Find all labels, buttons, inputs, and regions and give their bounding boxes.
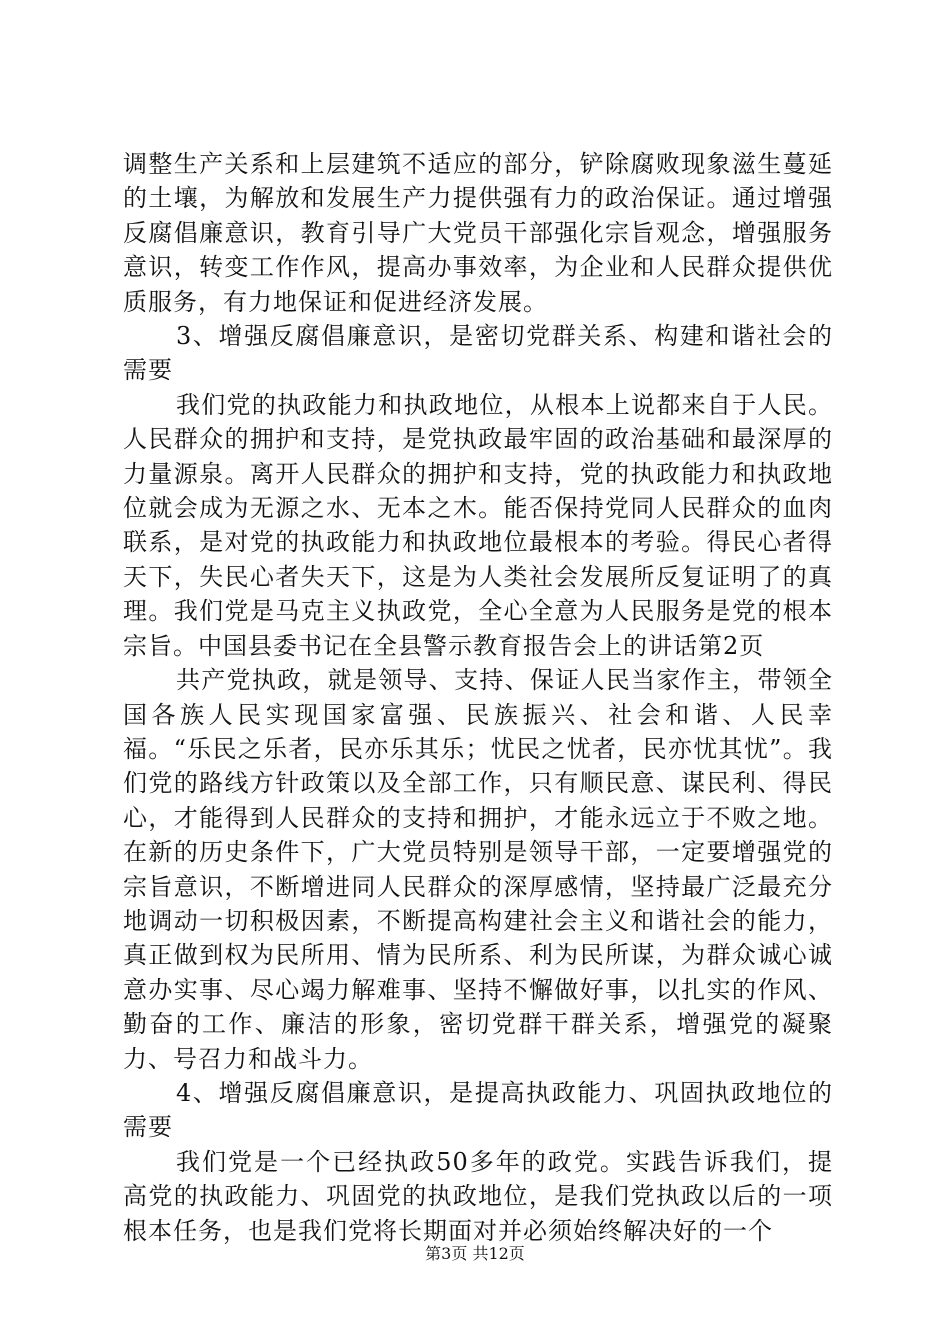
body-paragraph: 我们党的执政能力和执政地位，从根本上说都来自于人民。人民群众的拥护和支持，是党执政最牢固的政治基础和最深厚的力量源泉。离开人民群众的拥护和支持，党的执政能力和执政地位就会成为无源之水、无本之木。能否保持党同人民群众的血肉联系，是对党的执政能力和执政地位最根本的考验。得民心者得天下，失民心者失天下，这是为人类社会发展所反复证明了的真理。我们党是马克主义执政党，全心全意为人民服务是党的根本宗旨。中国县委书记在全县警示教育报告会上的讲话第2页 [123,390,833,660]
body-paragraph: 我们党是一个已经执政50多年的政党。实践告诉我们，提高党的执政能力、巩固党的执政地位，是我们党执政以后的一项根本任务，也是我们党将长期面对并必须始终解决好的一个 [123,1147,833,1245]
section-heading: 4、增强反腐倡廉意识，是提高执政能力、巩固执政地位的需要 [123,1078,833,1142]
section-heading: 3、增强反腐倡廉意识，是密切党群关系、构建和谐社会的需要 [123,322,833,385]
page-footer: 第3页 共12页 [425,1244,525,1263]
body-paragraph: 共产党执政，就是领导、支持、保证人民当家作主，带领全国各族人民实现国家富强、民族振兴、社会和谐、人民幸福。“乐民之乐者，民亦乐其乐；忧民之忧者，民亦忧其忧”。我们党的路线方针政策以及全部工作，只有顺民意、谋民利、得民心，才能得到人民群众的支持和拥护，才能永远立于不败之地。在新的历史条件下，广大党员特别是领导干部，一定要增强党的宗旨意识，不断增进同人民群众的深厚感情，坚持最广泛最充分地调动一切积极因素，不断提高构建社会主义和谐社会的能力，真正做到权为民所用、情为民所系、利为民所谋，为群众诚心诚意办实事、尽心竭力解难事、坚持不懈做好事，以扎实的作风、勤奋的工作、廉洁的形象，密切党群干群关系，增强党的凝聚力、号召力和战斗力。 [123,666,833,1073]
body-paragraph: 调整生产关系和上层建筑不适应的部分，铲除腐败现象滋生蔓延的土壤，为解放和发展生产力提供强有力的政治保证。通过增强反腐倡廉意识，教育引导广大党员干部强化宗旨观念，增强服务意识，转变工作作风，提高办事效率，为企业和人民群众提供优质服务，有力地保证和促进经济发展。 [123,150,833,316]
document-body [123,147,833,1248]
